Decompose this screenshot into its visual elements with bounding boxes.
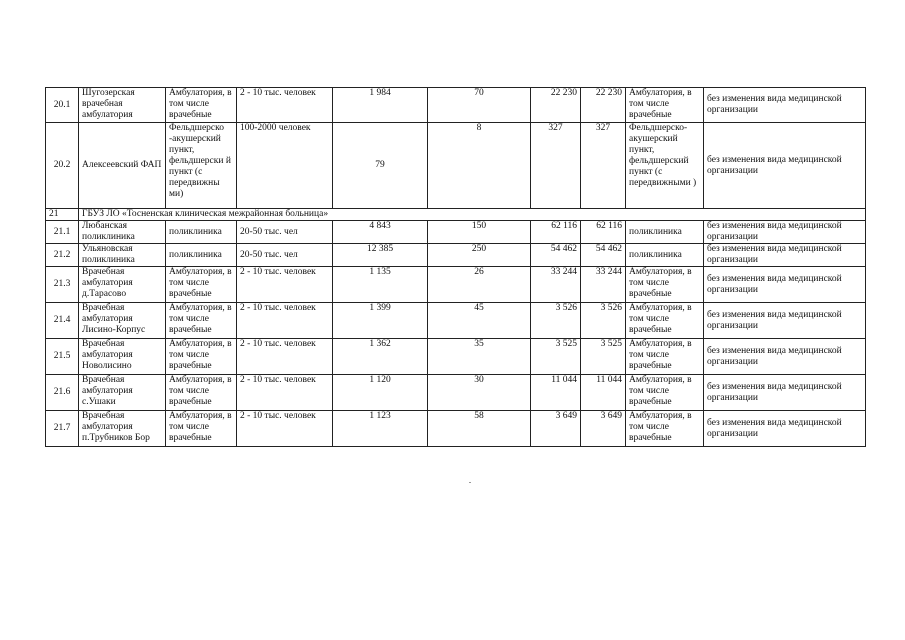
value-2: 45 [428,303,531,339]
note: без изменения вида медицинской организации [704,88,866,123]
population-range: 2 - 10 тыс. человек [237,303,333,339]
value-1: 1 120 [333,375,428,411]
facility-type: Амбулатория, в том числе врачебные [166,267,237,303]
medical-facilities-table [45,87,866,447]
facility-name: Ульяновская поликлиника [79,244,166,267]
row-number: 20.1 [46,88,79,123]
value-2: 58 [428,411,531,447]
new-facility-type: Амбулатория, в том числе врачебные [626,339,704,375]
facility-type: Амбулатория, в том числе врачебные [166,303,237,339]
facility-type: Фельдшерско -акушерский пункт, фельдшерски й пункт (с передвижны ми) [166,123,237,209]
value-1: 1 399 [333,303,428,339]
new-facility-type: Амбулатория, в том числе врачебные [626,411,704,447]
value-3: 3 526 [531,303,581,339]
facility-name: Врачебная амбулатория п.Трубников Бор [79,411,166,447]
table-row [46,123,866,209]
value-3: 3 525 [531,339,581,375]
population-range: 20-50 тыс. чел [237,244,333,267]
value-4: 327 [581,123,626,209]
population-range: 2 - 10 тыс. человек [237,88,333,123]
table-row [46,88,866,123]
note: без изменения вида медицинской организации [704,244,866,267]
row-number: 20.2 [46,123,79,209]
value-2: 35 [428,339,531,375]
new-facility-type: Амбулатория, в том числе врачебные [626,88,704,123]
value-4: 33 244 [581,267,626,303]
table-row [46,339,866,375]
value-2: 8 [428,123,531,209]
note: без изменения вида медицинской организации [704,339,866,375]
population-range: 2 - 10 тыс. человек [237,339,333,375]
value-3: 33 244 [531,267,581,303]
value-2: 150 [428,221,531,244]
new-facility-type: Амбулатория, в том числе врачебные [626,375,704,411]
facility-name: Врачебная амбулатория Лисино-Корпус [79,303,166,339]
value-4: 3 649 [581,411,626,447]
value-3: 62 116 [531,221,581,244]
facility-name: Любанская поликлиника [79,221,166,244]
value-2: 30 [428,375,531,411]
note: без изменения вида медицинской организации [704,123,866,209]
table-row [46,375,866,411]
row-number: 21.3 [46,267,79,303]
facility-type: поликлиника [166,244,237,267]
value-3: 327 [531,123,581,209]
note: без изменения вида медицинской организации [704,267,866,303]
value-4: 22 230 [581,88,626,123]
population-range: 2 - 10 тыс. человек [237,267,333,303]
value-1: 12 385 [333,244,428,267]
table-group-row [46,209,866,221]
value-4: 11 044 [581,375,626,411]
row-number: 21.4 [46,303,79,339]
new-facility-type: Амбулатория, в том числе врачебные [626,267,704,303]
facility-name: Алексеевский ФАП [79,123,166,209]
scan-speck [469,482,471,483]
table-row [46,244,866,267]
table-row [46,221,866,244]
row-number: 21.5 [46,339,79,375]
value-3: 22 230 [531,88,581,123]
facility-name: Шугозерская врачебная амбулатория [79,88,166,123]
facility-name: Врачебная амбулатория Новолисино [79,339,166,375]
facility-type: Амбулатория, в том числе врачебные [166,411,237,447]
note: без изменения вида медицинской организации [704,303,866,339]
value-2: 250 [428,244,531,267]
value-4: 3 526 [581,303,626,339]
facility-name: Врачебная амбулатория д.Тарасово [79,267,166,303]
value-4: 3 525 [581,339,626,375]
facility-type: Амбулатория, в том числе врачебные [166,339,237,375]
row-number: 21.7 [46,411,79,447]
population-range: 2 - 10 тыс. человек [237,411,333,447]
facility-type: поликлиника [166,221,237,244]
population-range: 100-2000 человек [237,123,333,209]
new-facility-type: Фельдшерско-акушерский пункт, фельдшерский пункт (с передвижными ) [626,123,704,209]
table-row [46,267,866,303]
group-title: ГБУЗ ЛО «Тосненская клиническая межрайонная больница» [79,209,866,221]
note: без изменения вида медицинской организации [704,221,866,244]
new-facility-type: поликлиника [626,221,704,244]
note: без изменения вида медицинской организации [704,375,866,411]
value-3: 11 044 [531,375,581,411]
row-number: 21.2 [46,244,79,267]
table-row [46,411,866,447]
value-4: 54 462 [581,244,626,267]
value-1: 4 843 [333,221,428,244]
value-2: 70 [428,88,531,123]
value-2: 26 [428,267,531,303]
new-facility-type: Амбулатория, в том числе врачебные [626,303,704,339]
row-number: 21.6 [46,375,79,411]
value-1: 1 362 [333,339,428,375]
value-1: 1 123 [333,411,428,447]
value-4: 62 116 [581,221,626,244]
value-3: 3 649 [531,411,581,447]
facility-type: Амбулатория, в том числе врачебные [166,375,237,411]
new-facility-type: поликлиника [626,244,704,267]
facility-type: Амбулатория, в том числе врачебные [166,88,237,123]
value-3: 54 462 [531,244,581,267]
value-1: 1 135 [333,267,428,303]
value-1: 79 [333,123,428,209]
facility-name: Врачебная амбулатория с.Ушаки [79,375,166,411]
value-1: 1 984 [333,88,428,123]
population-range: 2 - 10 тыс. человек [237,375,333,411]
table-row [46,303,866,339]
note: без изменения вида медицинской организации [704,411,866,447]
row-number: 21.1 [46,221,79,244]
group-number: 21 [46,209,79,221]
population-range: 20-50 тыс. чел [237,221,333,244]
